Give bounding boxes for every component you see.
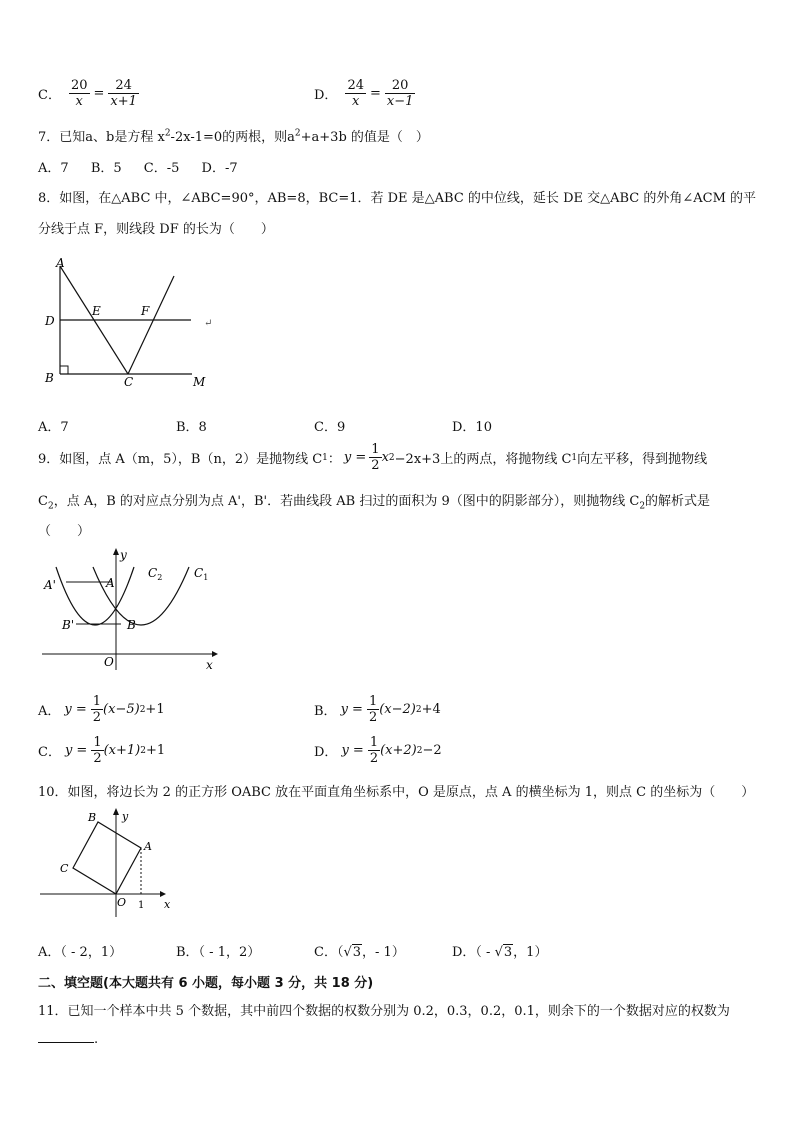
label-b: B: [45, 371, 54, 385]
label-f: F: [141, 304, 150, 318]
label-b: B: [127, 618, 136, 632]
q9-option-d: D． y = $\frac{1}{2}$ (x+2) 2 −2: [314, 735, 442, 766]
q8-option-a: A．7: [38, 420, 69, 435]
q6-option-c: C． $\frac{20}{x}$ = $\frac{24}{x+1}$: [38, 78, 137, 109]
label-c2: $C_2$: [148, 566, 163, 582]
label-m: M: [193, 375, 206, 389]
label-a-prime: A': [44, 578, 56, 592]
q9-option-a: A． y = $\frac{1}{2}$ (x−5) 2 +1: [38, 694, 165, 725]
q10-option-d: D．（ - √3，1）: [452, 945, 548, 960]
q9-stem-line3: （ ）: [38, 524, 91, 539]
label-e: E: [92, 304, 101, 318]
option-c: C．-5: [143, 161, 180, 176]
label-a: A: [56, 256, 65, 270]
q8-option-b: B．8: [176, 420, 207, 435]
q7-stem: 7．已知a、b是方程 $x^2-2x-1=0$的两根，则$a^2+a+3b$ 的值是（ ）: [38, 128, 429, 145]
q8-stem-line1: 8．如图，在△ABC 中，∠ABC=90°，AB=8，BC=1．若 DE 是△ABC 的中位线，延长 DE 交△ABC 的外角∠ACM 的平: [38, 191, 757, 206]
label-a: A: [144, 840, 152, 853]
label-o: O: [117, 896, 127, 909]
option-d: D．-7: [201, 161, 238, 176]
option-b: B．5: [90, 161, 122, 176]
q9-stem-line1: 9．如图，点 A（m，5），B（n，2）是抛物线 C 1 ： y = $\frac{1}{2}$ x 2 −2x+3上的两点，将抛物线 C 1 向左平移，得到抛物线: [38, 442, 708, 473]
q8-stem-line2: 分线于点 F，则线段 DF 的长为（ ）: [38, 222, 274, 237]
label-c: C: [124, 375, 134, 389]
label-b: B: [88, 811, 97, 824]
label-a: A: [106, 576, 115, 590]
q10-option-a: A．（ - 2，1）: [38, 945, 123, 960]
q9-option-c: C． y = $\frac{1}{2}$ (x+1) 2 +1: [38, 735, 166, 766]
label-one: 1: [138, 900, 145, 911]
x-axis-arrow-icon: [160, 891, 166, 897]
q10-option-b: B．（ - 1，2）: [176, 945, 261, 960]
q10-figure: [36, 805, 186, 920]
fraction: $\frac{24}{x}$: [347, 78, 364, 109]
label-y: y: [120, 548, 127, 562]
q9-stem-line2: $C_2$，点 A，B 的对应点分别为点 A'，B'．若曲线段 AB 扫过的面积为 9（图中的阴影部分），则抛物线 $C_2$的解析式是: [38, 494, 711, 512]
y-axis-arrow-icon: [113, 808, 119, 815]
label-c: C: [60, 862, 69, 875]
q7-options: [38, 157, 238, 176]
label-o: O: [104, 655, 114, 669]
label-c1: $C_1$: [194, 566, 209, 582]
q6-option-d: D． $\frac{24}{x}$ = $\frac{20}{x-1}$: [314, 78, 414, 109]
fraction: $\frac{1}{2}$: [371, 442, 380, 473]
fraction: $\frac{20}{x}$: [70, 78, 88, 109]
x-axis-arrow-icon: [212, 651, 218, 657]
bisector-cf: [128, 276, 174, 374]
label-x: x: [206, 658, 213, 672]
q10-stem: 10．如图，将边长为 2 的正方形 OABC 放在平面直角坐标系中，O 是原点，点 A 的横坐标为 1，则点 C 的坐标为（ ）: [38, 785, 755, 800]
y-axis-arrow-icon: [113, 548, 119, 555]
label-b-prime: B': [62, 618, 75, 632]
fraction: $\frac{24}{x+1}$: [110, 78, 137, 109]
answer-blank[interactable]: [38, 1030, 94, 1043]
section-heading: 二、填空题(本大题共有 6 小题，每小题 3 分，共 18 分): [38, 976, 374, 991]
q8-option-d: D．10: [452, 420, 492, 435]
return-mark: ↵: [204, 318, 213, 329]
label-d: D: [45, 314, 55, 328]
fraction: $\frac{20}{x-1}$: [386, 78, 414, 109]
option-label: D．: [314, 88, 338, 103]
option-a: A．7: [38, 161, 69, 176]
option-label: C．: [38, 88, 61, 103]
label-y: y: [122, 810, 129, 823]
q8-figure: [36, 250, 226, 395]
square-oabc: [73, 822, 141, 894]
q9-option-b: B． y = $\frac{1}{2}$ (x−2) 2 +4: [314, 694, 441, 725]
q10-option-c: C．（√3，- 1）: [314, 945, 405, 960]
q9-figure: [36, 545, 226, 675]
q11-stem-line1: 11．已知一个样本中共 5 个数据，其中前四个数据的权数分别为 0.2，0.3，0.2，0.1，则余下的一个数据对应的权数为: [38, 1004, 730, 1019]
q11-answer-line: .: [38, 1030, 98, 1047]
q8-option-c: C．9: [314, 420, 346, 435]
label-x: x: [164, 898, 171, 911]
right-angle-mark: [60, 366, 68, 374]
